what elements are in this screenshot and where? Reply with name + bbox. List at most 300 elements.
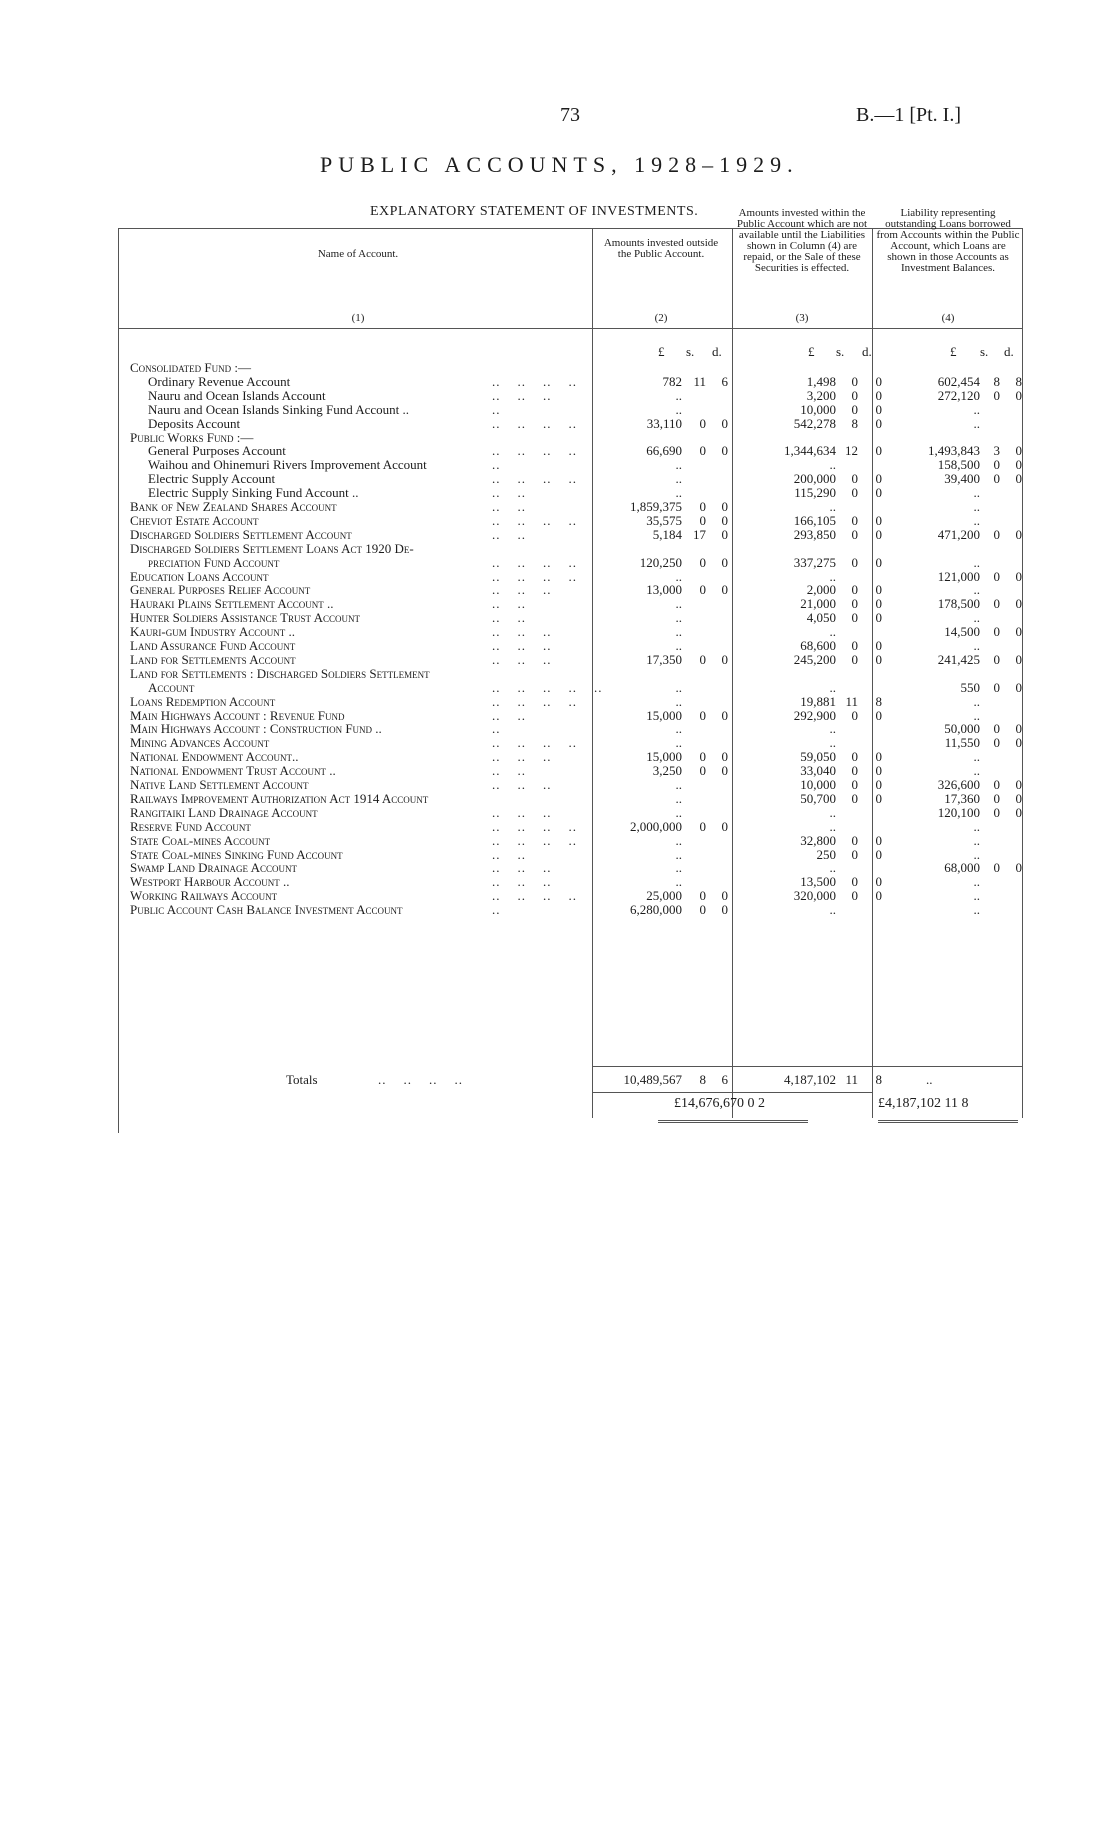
leader-dots: .. .. .. .. [492,888,577,904]
col3-header: Amounts invested within the Public Account which are not available until the Liabilities shown in Column (4) are repaid, or the Sale of these Securities is effected. [736,207,868,274]
c2-pounds: .. [675,596,682,612]
c4-pounds: .. [973,749,980,765]
document-subtitle: EXPLANATORY STATEMENT OF INVESTMENTS. [370,204,699,219]
c3-shillings: 0 [851,471,858,487]
c3-pounds: .. [829,499,836,514]
leader-dots: .. .. .. [492,749,552,765]
c2-shillings: 11 [693,373,706,389]
c3-pence: 0 [875,596,882,612]
c4-shillings: 0 [993,721,1000,737]
account-name: Main Highways Account : Revenue Fund [130,707,345,723]
c2-pounds: .. [675,790,682,806]
document-reference: B.—1 [Pt. I.] [856,104,961,126]
c3-pence: 0 [875,763,882,779]
leader-dots: .. .. .. [492,387,552,403]
c2-pounds: 33,110 [646,415,682,431]
c3-pence: 0 [875,582,882,598]
table-row [118,902,1023,918]
grand-total-underline-left [658,1120,808,1123]
c3-shillings: 0 [851,596,858,612]
leader-dots: .. .. .. .. [492,693,577,709]
account-name: Main Highways Account : Construction Fund .. [130,721,382,737]
c3-pounds: 21,000 [800,596,836,612]
leader-dots: .. .. .. [492,582,552,598]
leader-dots: .. .. [492,596,526,612]
c3-pounds: 33,040 [800,763,836,779]
col3-pence-unit: d. [862,344,872,359]
c4-pence: 0 [1015,387,1022,403]
col4-pound-unit: £ [950,344,957,359]
c3-pounds: 13,500 [800,874,836,890]
account-name: Native Land Settlement Account [130,777,309,792]
col2-header: Amounts invested outside the Public Account. [603,237,719,260]
c4-pounds: 158,500 [937,457,980,473]
c4-shillings: 0 [993,596,1000,612]
c4-pounds: .. [973,512,980,528]
c4-shillings: 0 [993,471,1000,487]
c2-pence: 0 [721,763,728,779]
c3-pounds: 10,000 [800,401,836,417]
c2-shillings: 0 [699,415,706,431]
c3-shillings: 0 [851,554,858,570]
c2-shillings: 0 [699,707,706,723]
account-name: Ordinary Revenue Account [148,373,291,389]
c3-shillings: 0 [851,832,858,848]
c4-pounds: 120,100 [937,804,980,820]
c2-pounds: .. [675,777,682,792]
c3-pence: 0 [875,638,882,653]
account-name: Railways Improvement Authorization Act 1914 Account [130,790,429,806]
c4-pounds: .. [973,763,980,779]
header-bottom-rule [118,328,1023,329]
c3-pence: 0 [875,471,882,487]
c3-pounds: 115,290 [794,485,836,501]
c3-shillings: 0 [851,874,858,890]
account-name: Electric Supply Sinking Fund Account .. [148,485,359,501]
leader-dots: .. .. .. [492,624,552,640]
c3-pounds: .. [829,804,836,820]
leader-dots: .. .. [492,763,526,779]
c2-pounds: 2,000,000 [630,818,682,834]
c3-shillings: 0 [851,749,858,765]
c2-pounds: .. [675,846,682,862]
c4-shillings: 0 [993,804,1000,820]
c4-shillings: 0 [993,624,1000,640]
totals-top-rule [592,1066,1022,1067]
c4-pounds: 121,000 [937,568,980,584]
account-name: Discharged Soldiers Settlement Account [130,526,352,542]
c3-pence: 0 [875,512,882,528]
c3-pence: 0 [875,874,882,890]
c2-pounds: 25,000 [646,888,682,904]
c3-pence: 0 [875,526,882,542]
c3-shillings: 0 [851,610,858,626]
account-name: Consolidated Fund :— [130,360,252,375]
c4-pounds: 1,493,843 [928,443,980,459]
c3-shillings: 0 [851,401,858,417]
account-name: Mining Advances Account [130,735,270,751]
c2-pounds: .. [675,860,682,876]
c4-pounds: .. [973,554,980,570]
grand-total-column-4: £4,187,102 11 8 [878,1096,969,1111]
c2-pounds: .. [675,832,682,848]
account-name: Deposits Account [148,415,241,431]
c3-pounds: .. [829,860,836,876]
c2-pence: 0 [721,902,728,918]
col4-shilling-unit: s. [980,344,989,359]
c3-pence: 8 [875,693,882,709]
leader-dots: .. .. [492,610,526,626]
c3-shillings: 0 [851,582,858,598]
c2-pence: 0 [721,888,728,904]
c2-shillings: 0 [699,554,706,570]
leader-dots: .. .. [492,526,526,542]
c3-shillings: 8 [851,415,858,431]
leader-dots: .. .. .. [492,638,552,653]
c4-pounds: 241,425 [937,651,980,667]
account-name: Rangitaiki Land Drainage Account [130,804,318,820]
c2-pounds: 6,280,000 [630,902,682,918]
c3-pounds: 320,000 [793,888,836,904]
leader-dots: .. [492,721,501,737]
c4-pounds: .. [973,485,980,501]
c2-pence: 0 [721,749,728,765]
c4-pounds: 14,500 [944,624,980,640]
c4-pounds: 550 [960,679,980,695]
account-name: Waihou and Ohinemuri Rivers Improvement Account [148,457,427,473]
account-name: Discharged Soldiers Settlement Loans Act 1920 De- [130,540,414,556]
c4-pence: 0 [1015,860,1022,876]
c3-pounds: 1,498 [806,373,836,389]
c2-shillings: 17 [693,526,706,542]
c2-pounds: 5,184 [652,526,682,542]
c3-pounds: 542,278 [793,415,836,431]
c2-pence: 0 [721,415,728,431]
c4-pounds: .. [973,582,980,598]
c3-pounds: 2,000 [806,582,836,598]
account-name: Land for Settlements : Discharged Soldiers Settlement [130,665,430,681]
totals-col3-pence: 8 [875,1072,882,1087]
c3-pence: 0 [875,610,882,626]
c4-pounds: .. [973,401,980,417]
c2-pounds: .. [675,693,682,709]
c2-pounds: .. [675,874,682,890]
c4-shillings: 0 [993,679,1000,695]
c4-pence: 0 [1015,777,1022,792]
c3-shillings: 0 [851,846,858,862]
col3-number: (3) [795,312,809,324]
c3-shillings: 0 [851,512,858,528]
leader-dots: .. .. .. .. [492,735,577,751]
totals-col4: .. [926,1072,933,1087]
c3-shillings: 0 [851,777,858,792]
totals-dots: .. .. .. .. [378,1072,463,1087]
totals-col3-shillings: 11 [845,1072,858,1087]
c2-pounds: .. [675,387,682,403]
totals-col2-pounds: 10,489,567 [623,1072,682,1087]
col3-shilling-unit: s. [836,344,845,359]
c3-pence: 0 [875,554,882,570]
leader-dots: .. .. .. [492,777,552,792]
c4-shillings: 0 [993,651,1000,667]
c2-pounds: .. [675,471,682,487]
c2-pounds: .. [675,721,682,737]
col2-pence-unit: d. [712,344,722,359]
c4-shillings: 3 [993,443,1000,459]
col2-shilling-unit: s. [686,344,695,359]
c4-pounds: .. [973,902,980,918]
c4-pounds: .. [973,888,980,904]
c3-pounds: 59,050 [800,749,836,765]
c3-pounds: .. [829,735,836,751]
c4-pounds: 272,120 [937,387,980,403]
c4-pence: 0 [1015,790,1022,806]
leader-dots: .. [492,902,501,918]
account-name: Loans Redemption Account [130,693,276,709]
account-name: General Purposes Account [148,443,286,459]
account-name: Hunter Soldiers Assistance Trust Account [130,610,360,626]
c4-shillings: 0 [993,860,1000,876]
c4-pence: 0 [1015,568,1022,584]
c2-pence: 0 [721,499,728,514]
c3-pounds: 10,000 [800,777,836,792]
c4-pounds: .. [973,415,980,431]
c3-pounds: 250 [816,846,836,862]
c3-pounds: .. [829,679,836,695]
leader-dots: .. .. .. .. [492,415,577,431]
c4-pounds: 602,454 [937,373,980,389]
c3-pence: 0 [875,707,882,723]
account-name: State Coal-mines Sinking Fund Account [130,846,343,862]
c3-pounds: .. [829,902,836,918]
c2-shillings: 0 [699,582,706,598]
c4-pence: 0 [1015,596,1022,612]
c3-pence: 0 [875,443,882,459]
c4-pounds: 39,400 [944,471,980,487]
c2-pounds: .. [675,610,682,626]
account-name: Working Railways Account [130,888,278,904]
c4-pence: 0 [1015,457,1022,473]
col1-number: (1) [351,312,365,324]
c2-shillings: 0 [699,763,706,779]
account-name: State Coal-mines Account [130,832,271,848]
c2-pounds: 1,859,375 [630,499,682,514]
c2-pence: 0 [721,818,728,834]
account-name: Kauri-gum Industry Account .. [130,624,295,640]
c3-pounds: 32,800 [800,832,836,848]
account-name: Cheviot Estate Account [130,512,259,528]
c3-pounds: 19,881 [800,693,836,709]
leader-dots: .. .. [492,846,526,862]
account-name: Public Account Cash Balance Investment Account [130,902,403,918]
c2-pence: 0 [721,512,728,528]
leader-dots: .. .. .. .. [492,832,577,848]
col2-number: (2) [654,312,668,324]
account-name: National Endowment Trust Account .. [130,763,336,779]
c3-pence: 0 [875,790,882,806]
c2-pence: 0 [721,554,728,570]
account-name: Nauru and Ocean Islands Sinking Fund Account .. [148,401,410,417]
c4-pence: 0 [1015,679,1022,695]
c4-pounds: 17,360 [944,790,980,806]
c3-shillings: 0 [851,526,858,542]
account-name: Hauraki Plains Settlement Account .. [130,596,334,612]
grand-total-underline-right [878,1120,1018,1123]
totals-col3-pounds: 4,187,102 [784,1072,836,1087]
c4-pence: 0 [1015,804,1022,820]
leader-dots: .. .. [492,485,526,501]
leader-dots: .. .. .. .. [492,818,577,834]
c4-pence: 8 [1015,373,1022,389]
c3-pounds: 200,000 [793,471,836,487]
leader-dots: .. .. .. .. [492,568,577,584]
c3-pounds: .. [829,624,836,640]
c3-pence: 0 [875,387,882,403]
c3-pence: 0 [875,749,882,765]
c3-pounds: 50,700 [800,790,836,806]
c3-shillings: 12 [845,443,858,459]
c2-shillings: 0 [699,749,706,765]
c4-pounds: 11,550 [944,735,980,751]
c3-pounds: 292,900 [793,707,836,723]
leader-dots: .. .. .. .. [492,471,577,487]
c4-pence: 0 [1015,526,1022,542]
c4-pounds: 68,000 [944,860,980,876]
c3-pence: 0 [875,777,882,792]
leader-dots: .. .. .. .. [492,554,577,570]
col1-header: Name of Account. [317,248,399,260]
document-title: PUBLIC ACCOUNTS, 1928–1929. [320,152,799,177]
totals-col2-shillings: 8 [699,1072,706,1087]
c3-pence: 0 [875,846,882,862]
account-name: Land Assurance Fund Account [130,638,296,653]
leader-dots: .. [492,457,501,473]
c4-pence: 0 [1015,471,1022,487]
c3-pounds: 166,105 [793,512,836,528]
c2-shillings: 0 [699,499,706,514]
c3-shillings: 0 [851,638,858,653]
c3-pence: 0 [875,485,882,501]
c4-pounds: 471,200 [937,526,980,542]
c3-pounds: 3,200 [806,387,836,403]
leader-dots: .. .. .. [492,651,552,667]
account-name: Electric Supply Account [148,471,276,487]
c3-pence: 0 [875,401,882,417]
c2-pounds: .. [675,638,682,653]
c2-pounds: .. [675,735,682,751]
leader-dots: .. .. [492,499,526,514]
c2-pounds: 66,690 [646,443,682,459]
c4-pounds: 178,500 [937,596,980,612]
account-name: Westport Harbour Account .. [130,874,290,890]
c2-pence: 0 [721,651,728,667]
leader-dots: .. .. .. [492,874,552,890]
c3-pounds: .. [829,568,836,584]
c4-pence: 0 [1015,624,1022,640]
c2-pence: 0 [721,582,728,598]
c2-pence: 0 [721,526,728,542]
account-name: preciation Fund Account [148,554,280,570]
c4-pounds: .. [973,818,980,834]
page-number: 73 [560,104,580,126]
c4-pounds: .. [973,638,980,653]
leader-dots: .. .. .. .. [492,443,577,459]
c4-shillings: 0 [993,568,1000,584]
c2-pounds: .. [675,568,682,584]
leader-dots: .. .. .. .. .. [492,679,603,695]
c2-shillings: 0 [699,888,706,904]
c2-pounds: 782 [662,373,682,389]
c2-pounds: .. [675,401,682,417]
leader-dots: .. [492,401,501,417]
c4-shillings: 0 [993,790,1000,806]
c2-pounds: .. [675,457,682,473]
c2-pounds: .. [675,804,682,820]
col4-number: (4) [941,312,955,324]
c4-pounds: 326,600 [937,777,980,792]
c4-shillings: 0 [993,735,1000,751]
c4-pounds: .. [973,693,980,709]
c2-shillings: 0 [699,818,706,834]
c2-shillings: 0 [699,512,706,528]
c3-pounds: 293,850 [793,526,836,542]
c4-shillings: 0 [993,387,1000,403]
account-name: Reserve Fund Account [130,818,251,834]
c3-pence: 0 [875,373,882,389]
col4-pence-unit: d. [1004,344,1014,359]
c2-pounds: 17,350 [646,651,682,667]
c2-pence: 0 [721,443,728,459]
grand-total-columns-2-3: £14,676,670 0 2 [674,1096,765,1111]
leader-dots: .. .. .. [492,804,552,820]
c3-pounds: .. [829,818,836,834]
c2-shillings: 0 [699,443,706,459]
c2-pounds: 15,000 [646,749,682,765]
c2-shillings: 0 [699,902,706,918]
leader-dots: .. .. .. .. [492,373,577,389]
c4-pounds: 50,000 [944,721,980,737]
account-name: Nauru and Ocean Islands Account [148,387,326,403]
c4-pence: 0 [1015,651,1022,667]
col2-pound-unit: £ [658,344,665,359]
c3-shillings: 0 [851,651,858,667]
c4-pence: 0 [1015,443,1022,459]
c3-shillings: 0 [851,373,858,389]
c4-shillings: 0 [993,777,1000,792]
c4-pounds: .. [973,707,980,723]
c3-pence: 0 [875,651,882,667]
c4-pounds: .. [973,874,980,890]
c4-pounds: .. [973,846,980,862]
account-name: Swamp Land Drainage Account [130,860,297,876]
c2-pounds: .. [675,485,682,501]
c3-shillings: 11 [845,693,858,709]
account-name: Public Works Fund :— [130,429,254,445]
c4-shillings: 0 [993,457,1000,473]
account-name: Land for Settlements Account [130,651,296,667]
c2-pence: 6 [721,373,728,389]
c3-shillings: 0 [851,790,858,806]
c2-pounds: 15,000 [646,707,682,723]
currency-units-row [118,344,1023,360]
c4-pence: 0 [1015,735,1022,751]
c2-pounds: 3,250 [652,763,682,779]
c4-pounds: .. [973,610,980,626]
totals-label: Totals [286,1072,318,1087]
col3-pound-unit: £ [808,344,815,359]
c3-pounds: .. [829,457,836,473]
leader-dots: .. .. .. .. [492,512,577,528]
